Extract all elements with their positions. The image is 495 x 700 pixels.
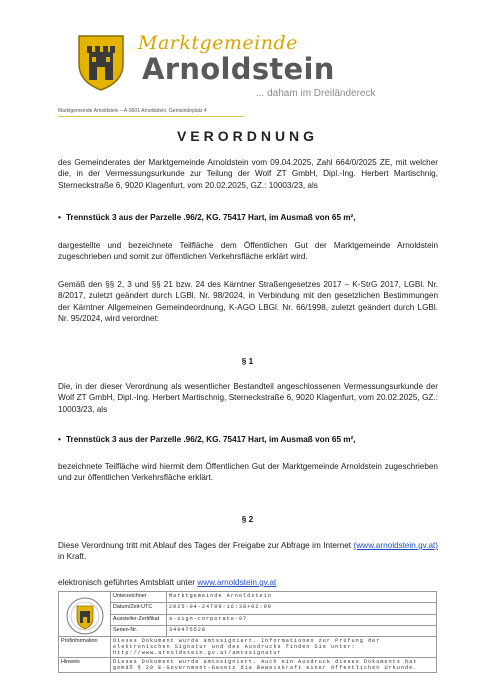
coat-of-arms-icon (76, 34, 126, 92)
hinweis-label: Hinweis (59, 658, 111, 673)
paragraph-3: Gemäß den §§ 2, 3 und §§ 21 bzw. 24 des Kärntner Straßengesetzes 2017 – K-StrG 2017, LGBl. Nr. 8/2017, zuletzt geändert durch LGBl. Nr. 98/2024, in Verbindung mit den gesetzlichen Bestimmungen der Kärntner Allgemeinen Gemeindeordnung, K-AGO LBGl. Nr. 66/1998, zuletzt geändert durch LGBl. Nr. 95/2024, wird verordnet: (58, 280, 438, 323)
amtsblatt-link[interactable]: www.arnoldstein.gv.at (197, 578, 277, 587)
signature-label: Serien-Nr. (111, 625, 167, 636)
pruefinformation-value: Dieses Dokument wurde amtssigniert. Informationen zur Prüfung der elektronischen Signatur und des Ausdrucks finden Sie unter: http://www.arnoldstein.gv.at/amtssignatur (111, 637, 437, 658)
signature-value: a-sign-corporate-07 (167, 614, 437, 625)
brand-main-text: Arnoldstein (142, 52, 335, 86)
signature-value: Marktgemeinde Arnoldstein (167, 592, 437, 603)
signature-label: Unterzeichner (111, 592, 167, 603)
official-seal-icon (65, 596, 105, 636)
intro-paragraph: des Gemeinderates der Marktgemeinde Arnoldstein vom 09.04.2025, Zahl 664/0/2025 ZE, mit welcher die, in der Vermessungsurkunde zur Teilung der Wolf ZT GmbH, Dipl.-Ing. Herbert Martischnig, Sterneckstraße 6, 9020 Klagenfurt, vom 20.02.2025, GZ.: 10003/23, als (58, 158, 438, 190)
section-1-heading: § 1 (241, 357, 254, 366)
signature-block (58, 591, 437, 673)
signature-label: Datum/Zeit-UTC (111, 603, 167, 614)
paragraph-2: dargestellte und bezeichnete Teilfläche dem Öffentlichen Gut der Marktgemeinde Arnoldstein zugeschrieben und somit zur öffentlichen Verkehrsfläche erklärt wird. (58, 241, 438, 262)
letterhead (76, 30, 376, 102)
bullet-item-2: • Trennstück 3 aus der Parzelle .96/2, KG. 75417 Hart, im Ausmaß von 65 m², (66, 435, 438, 444)
paragraph-4: Die, in der dieser Verordnung als wesentlicher Bestandteil angeschlossenen Vermessungsurkunde der Wolf ZT GmbH, Dipl.-Ing. Herbert Martischnig, Sterneckstraße 6, 9020 Klagenfurt, vom 20.02.2025, GZ.: 10003/23, als (58, 382, 438, 414)
signature-value: 2025-04-24T09:16:38+02:00 (167, 603, 437, 614)
paragraph-6-text: Diese Verordnung tritt mit Ablauf des Tages der Freigabe zur Abfrage im Internet (58, 541, 352, 550)
hinweis-value: Dieses Dokument wurde amtssigniert. Auch ein Ausdruck dieses Dokuments hat gemäß § 20 E-Government-Gesetz die Beweiskraft einer öffentlichen Urkunde. (111, 658, 437, 673)
pruefinformation-label: Prüfinformation (59, 637, 111, 658)
website-link-inline[interactable]: (www.arnoldstein.gv.at) (353, 541, 438, 550)
signature-label: Aussteller-Zertifikat (111, 614, 167, 625)
signature-value: 349475528 (167, 625, 437, 636)
brand-top-text: Marktgemeinde (138, 32, 298, 54)
paragraph-6-tail: in Kraft. (58, 552, 87, 562)
paragraph-6 (58, 540, 438, 563)
sender-line: Marktgemeinde Arnoldstein – A-9601 Arnoldstein, Gemeindeplatz 4 (58, 108, 207, 114)
signature-seal-cell (59, 592, 111, 637)
amtsblatt-line (58, 577, 438, 588)
paragraph-5: bezeichnete Teilfläche wird hiermit dem Öffentlichen Gut der Marktgemeinde Arnoldstein zugeschrieben und zur öffentlichen Verkehrsfläche erklärt. (58, 462, 438, 483)
sender-divider (58, 116, 244, 117)
document-title: VERORDNUNG (176, 128, 319, 144)
section-2-heading: § 2 (241, 515, 254, 524)
bullet-item-1: • Trennstück 3 aus der Parzelle .96/2, KG. 75417 Hart, im Ausmaß von 65 m², (66, 213, 438, 222)
amtsblatt-text: elektronisch geführtes Amtsblatt unter (58, 578, 198, 587)
brand-slogan: ... daham im Dreiländereck (256, 88, 376, 99)
